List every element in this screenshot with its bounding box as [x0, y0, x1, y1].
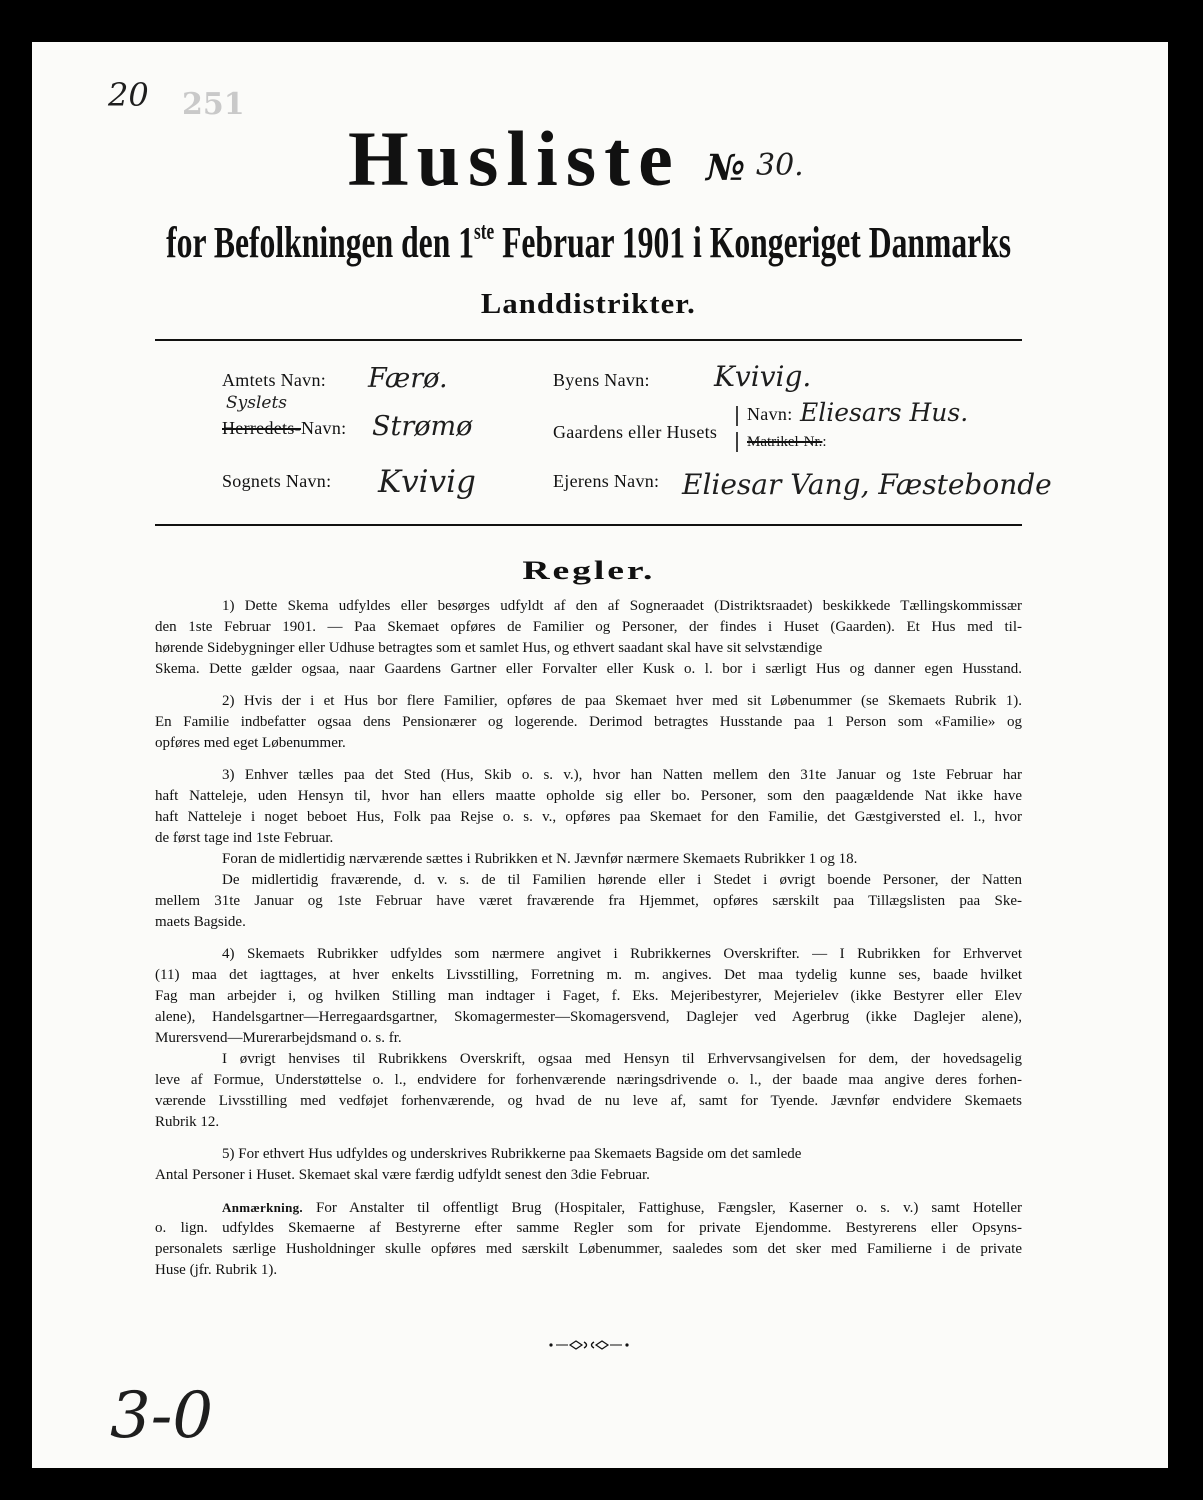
note-line	[155, 1197, 1022, 1218]
rule-line	[155, 1049, 1022, 1070]
rule-paragraph	[155, 691, 1022, 754]
rule-line-text: den 1ste Februar 1901. — Paa Skemaet opføres de Familier og Personer, der findes i Huset (Gaarden). Et Hus med til-	[155, 619, 1022, 635]
field-brace	[733, 403, 741, 455]
rule-line	[155, 786, 1022, 807]
bottom-handwritten-mark: 3-0	[110, 1379, 214, 1453]
rule-line	[155, 891, 1022, 912]
rule-line	[155, 712, 1022, 733]
subtitle-text: for Befolkningen den 1	[166, 218, 474, 267]
rule-line	[155, 1007, 1022, 1028]
rule-line-text: Foran de midlertidig nærværende sættes i Rubrikken et N. Jævnfør nærmere Skemaets Rubrikker 1 og 18.	[222, 851, 858, 867]
rule-line	[155, 733, 1022, 754]
rule-line-text: Fag man arbejder i, og hvilken Stilling man indtager i Faget, f. Eks. Mejeribestyrer, Mejerielev (ikke Bestyrer eller Elev	[155, 988, 1022, 1004]
rule-line	[155, 638, 1022, 659]
town-name-value: Kvivig.	[714, 360, 812, 393]
rule-line-text: 2) Hvis der i et Hus bor flere Familier, opføres de paa Skemaet hver med sit Løbenummer (se Skemaets Rubrik 1).	[222, 693, 1022, 709]
rule-line	[155, 912, 1022, 933]
district-row	[155, 288, 1022, 322]
rule-line-text: 5) For ethvert Hus udfyldes og underskrives Rubrikkerne paa Skemaets Bagside om det samlede	[222, 1146, 802, 1162]
cadastral-number-label	[747, 431, 827, 453]
rule-line	[155, 828, 1022, 849]
rule-line-text: 4) Skemaets Rubrikker udfyldes som nærmere angivet i Rubrikkernes Overskrifter. — I Rubrikken for Erhvervet	[222, 946, 1022, 962]
rule-line	[155, 659, 1022, 680]
farm-or-house-label: Gaardens eller Husets	[553, 422, 718, 442]
rule-line	[155, 1091, 1022, 1112]
district-name-label	[222, 416, 346, 440]
header-divider-bottom	[155, 524, 1022, 526]
subtitle-row	[155, 218, 1022, 268]
note-line-text: For Anstalter til offentligt Brug (Hospitaler, Fattighuse, Fængsler, Kaserner o. s. v.) samt Hoteller	[302, 1200, 1022, 1216]
rule-line	[155, 691, 1022, 712]
rule-line-text: (11) maa det iagttages, at hver enkelts Livsstilling, Forretning m. m. angives. Det maa tydelig kunne ses, baade hvilket	[155, 967, 1022, 983]
district-label-correction: Syslets	[226, 393, 288, 413]
rule-line-text: maets Bagside.	[155, 914, 246, 930]
number-sign: №	[706, 147, 746, 189]
rule-line	[155, 596, 1022, 617]
rule-paragraph	[155, 596, 1022, 680]
rule-line-text: værende Livsstilling med vedføjet forhenværende, og hvad de nu leve af, samt for Tyende. Jævnfør endvidere Skemaets	[155, 1093, 1022, 1109]
struck-matrikel-word: Matrikel-Nr.	[747, 434, 823, 450]
owner-name-label: Ejerens Navn:	[553, 471, 660, 491]
rule-line-text: Murersvend—Murerarbejdsmand o. s. fr.	[155, 1030, 402, 1046]
rule-line-text: de først tage ind 1ste Februar.	[155, 830, 334, 846]
note-line	[155, 1260, 1022, 1281]
rule-line	[155, 986, 1022, 1007]
rule-line-text: haft Natteleje i noget beboet Hus, Folk paa Rejse o. s. v., opføres paa Skemaet for den Familie, det Gæstgiversted el. l., hvor	[155, 809, 1022, 825]
rule-line	[155, 807, 1022, 828]
rule-line	[155, 944, 1022, 965]
rule-paragraph	[155, 765, 1022, 933]
note-line	[155, 1218, 1022, 1239]
rule-line	[155, 1112, 1022, 1133]
town-name-label: Byens Navn:	[553, 370, 650, 390]
note-line	[155, 1239, 1022, 1260]
rule-line-text: leve af Formue, Understøttelse o. l., endvidere for forhenværende næringsdrivende o. l., der baade maa angive deres forhen-	[155, 1072, 1022, 1088]
rule-line	[155, 1165, 1022, 1186]
note-line-text: personalets særlige Husholdninger skulle opføres med særskilt Løbenummer, saaledes som det sker med Familierne i de private	[155, 1241, 1022, 1257]
subtitle	[166, 218, 1011, 268]
rule-line-text: En Familie indbefatter ogsaa dens Pensionærer og logerende. Derimod betragtes Husstande paa 1 Person som «Familie» og	[155, 714, 1022, 730]
rules-body	[155, 596, 1022, 1281]
rule-line-text: 1) Dette Skema udfyldes eller besørges udfyldt af den af Sogneraadet (Distriktsraadet) beskikkede Tællingskommissær	[222, 598, 1022, 614]
rule-line-text: De midlertidig fraværende, d. v. s. de til Familien hørende eller i Stedet i øvrigt boende Personer, der Natten	[222, 872, 1022, 888]
faded-stamp-number: 251	[182, 87, 245, 122]
parish-name-value: Kvivig	[378, 464, 476, 500]
rule-line-text: Skema. Dette gælder ogsaa, naar Gaardens Gartner eller Forvalter eller Kusk o. l. bor i særligt Hus og danner egen Husstand.	[155, 661, 1022, 677]
rules-heading: Regler.	[521, 556, 655, 585]
rule-line	[155, 617, 1022, 638]
rule-line-text: I øvrigt henvises til Rubrikkens Overskrift, ogsaa med Hensyn til Erhvervsangivelsen for dem, der hovedsagelig	[222, 1051, 1022, 1067]
header-divider-top	[155, 339, 1022, 341]
rule-line	[155, 1070, 1022, 1091]
farm-name-label: Navn:	[747, 404, 793, 424]
rule-line	[155, 849, 1022, 870]
district-name-value: Strømø	[372, 411, 473, 442]
struck-herred-word: Herredets-	[222, 418, 301, 438]
rule-line-text: Rubrik 12.	[155, 1114, 220, 1130]
rules-heading-row	[155, 556, 1022, 586]
rule-line	[155, 1028, 1022, 1049]
rule-line-text: opføres med eget Løbenummer.	[155, 735, 346, 751]
rule-line	[155, 765, 1022, 786]
amt-name-value: Færø.	[368, 363, 448, 394]
owner-name-value: Eliesar Vang, Fæstebonde	[682, 468, 1052, 501]
note-paragraph	[155, 1197, 1022, 1281]
ornament-divider-icon	[548, 1338, 630, 1352]
note-label: Anmærkning.	[222, 1200, 303, 1215]
rule-line	[155, 965, 1022, 986]
rule-paragraph	[155, 1144, 1022, 1186]
rule-line-text: 3) Enhver tælles paa det Sted (Hus, Skib o. s. v.), hvor han Natten mellem den 31te Januar og 1ste Februar har	[222, 767, 1022, 783]
corner-handwritten-number: 20	[108, 76, 149, 114]
rule-line	[155, 1144, 1022, 1165]
cadastral-colon: :	[822, 434, 827, 450]
house-list-number: 30.	[756, 148, 804, 183]
note-line-text: Huse (jfr. Rubrik 1).	[155, 1262, 278, 1278]
rule-line-text: Antal Personer i Huset. Skemaet skal være færdig udfyldt senest den 3die Februar.	[155, 1167, 650, 1183]
subtitle-superscript: ste	[473, 219, 495, 245]
farm-name-value: Eliesars Hus.	[800, 398, 969, 427]
rule-line-text: mellem 31te Januar og 1ste Februar have været fraværende fra Hjemmet, opføres særskilt paa Tillægslisten paa Ske-	[155, 893, 1022, 909]
amt-name-label: Amtets Navn:	[222, 370, 327, 390]
district-name-label-text: Navn:	[300, 418, 347, 438]
rule-paragraph	[155, 944, 1022, 1133]
district-type: Landdistrikter.	[481, 289, 696, 320]
rule-line-text: haft Natteleje, uden Hensyn til, hvor han ellers maatte opholde sig eller bo. Personer, som den paagældende Nat ikke have	[155, 788, 1022, 804]
subtitle-text-end: Februar 1901 i Kongeriget Danmarks	[494, 218, 1012, 267]
rule-line	[155, 870, 1022, 891]
rule-line-text: hørende Sidebygninger eller Udhuse betragtes som et samlet Hus, og ethvert saadant skal have sit selvstændige	[155, 640, 823, 656]
form-title: Husliste	[348, 115, 681, 202]
rule-line-text: alene), Handelsgartner—Herregaardsgartner, Skomagermester—Skomagersvend, Daglejer ved Agerbrug (ikke Daglejer alene),	[155, 1009, 1022, 1025]
note-line-text: o. lign. udfyldes Skemaerne af Bestyrerne efter samme Regler som for private Ejendomme. Bestyrerens eller Opsyns-	[155, 1220, 1022, 1236]
parish-name-label: Sognets Navn:	[222, 471, 332, 491]
